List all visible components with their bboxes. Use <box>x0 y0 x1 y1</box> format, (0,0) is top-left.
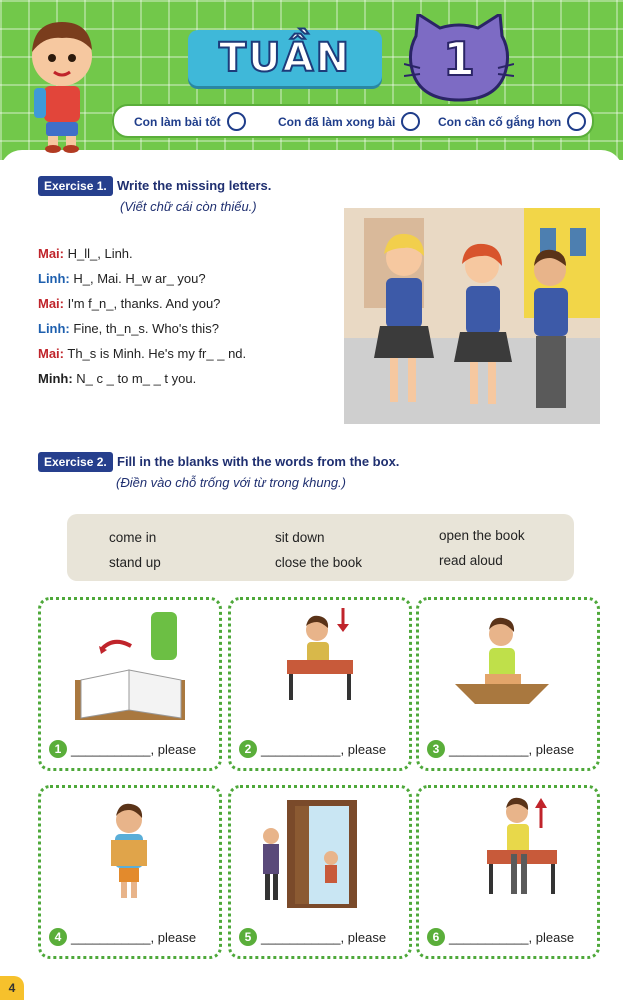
word-close-the-book: close the book <box>275 555 363 570</box>
page-number: 4 <box>0 976 24 1000</box>
dialogue-line: Linh: H_, Mai. H_w ar_ you? <box>38 271 206 286</box>
answer-line[interactable]: 6 ___________, please <box>427 928 574 946</box>
exercise-2-title: Fill in the blanks with the words from the box. <box>117 454 400 469</box>
evaluation-option-done[interactable]: Con đã làm xong bài <box>278 112 420 131</box>
dialogue-line: Mai: Th_s is Minh. He's my fr_ _ nd. <box>38 346 247 361</box>
answer-line[interactable]: 1 ___________, please <box>49 740 196 758</box>
dialogue-line: Mai: I'm f_n_, thanks. And you? <box>38 296 221 311</box>
boy-standing-up-illustration <box>419 788 597 918</box>
word-box <box>67 514 574 581</box>
exercise-2-label: Exercise 2. <box>38 452 113 472</box>
exercise-1-title: Write the missing letters. <box>117 178 272 193</box>
open-book-illustration <box>41 600 219 730</box>
week-number: 1 <box>442 32 475 86</box>
picture-card-3 <box>416 597 600 771</box>
picture-card-5 <box>228 785 412 959</box>
dialogue-line: Linh: Fine, th_n_s. Who's this? <box>38 321 219 336</box>
picture-card-6 <box>416 785 600 959</box>
week-title-banner <box>188 30 382 86</box>
exercise-1-subtitle: (Viết chữ cái còn thiếu.) <box>120 199 257 214</box>
week-title: TUẦN <box>218 35 352 81</box>
dialogue-line: Minh: N_ c _ to m_ _ t you. <box>38 371 197 386</box>
answer-line[interactable]: 3 ___________, please <box>427 740 574 758</box>
word-come-in: come in <box>109 530 157 545</box>
evaluation-option-try-harder[interactable]: Con cần cố gắng hơn <box>438 112 586 131</box>
answer-line[interactable]: 2 ___________, please <box>239 740 386 758</box>
boy-sitting-down-illustration <box>231 600 409 730</box>
dialogue-line: Mai: H_ll_, Linh. <box>38 246 133 261</box>
three-students-illustration <box>344 208 600 424</box>
boy-coming-in-illustration <box>231 788 409 918</box>
answer-line[interactable]: 5 ___________, please <box>239 928 386 946</box>
picture-card-1 <box>38 597 222 771</box>
exercise-1-label: Exercise 1. <box>38 176 113 196</box>
boy-mascot-illustration <box>20 14 104 154</box>
picture-card-2 <box>228 597 412 771</box>
boy-reading-aloud-illustration <box>41 788 219 918</box>
word-read-aloud: read aloud <box>439 553 503 568</box>
evaluation-option-good[interactable]: Con làm bài tốt <box>134 112 246 131</box>
answer-line[interactable]: 4 ___________, please <box>49 928 196 946</box>
checkbox-circle[interactable] <box>401 112 420 131</box>
checkbox-circle[interactable] <box>227 112 246 131</box>
word-sit-down: sit down <box>275 530 325 545</box>
word-open-the-book: open the book <box>439 528 525 543</box>
evaluation-bar <box>112 104 594 138</box>
picture-card-4 <box>38 785 222 959</box>
word-stand-up: stand up <box>109 555 161 570</box>
boy-closing-book-illustration <box>419 600 597 730</box>
exercise-2-subtitle: (Điền vào chỗ trống với từ trong khung.) <box>116 475 346 490</box>
checkbox-circle[interactable] <box>567 112 586 131</box>
